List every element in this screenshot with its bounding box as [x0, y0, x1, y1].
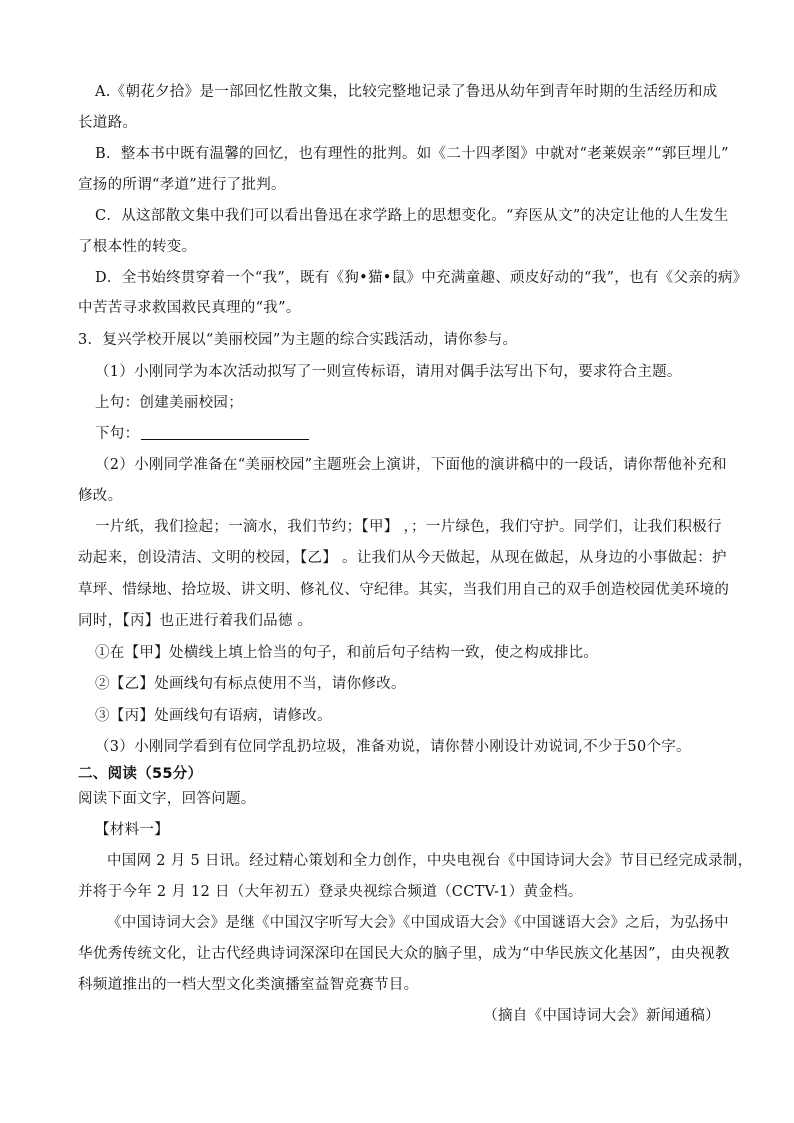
source-citation: （摘自《中国诗词大会》新闻通稿）: [483, 1008, 720, 1024]
question-3-sub1: （1）小刚同学为本次活动拟写了一则宣传标语，请用对偶手法写出下句，要求符合主题。: [95, 364, 682, 380]
material-para1-line1: 中国网 2 月 5 日讯。经过精心策划和全力创作，中央电视台《中国诗词大会》节目已经完成录制，: [107, 853, 753, 869]
material-para2-line3: 科频道推出的一档大型文化类演播室益智竞赛节目。: [78, 977, 419, 993]
task-item-2: ②【乙】处画线句有标点使用不当，请你修改。: [95, 676, 406, 692]
option-a-line1: A.《朝花夕拾》是一部回忆性散文集，比较完整地记录了鲁迅从幼年到青年时期的生活经历和成: [95, 84, 718, 100]
answer-blank[interactable]: [141, 425, 309, 440]
option-b-line1: B．整本书中既有温馨的回忆，也有理性的批判。如《二十四孝图》中就对“老莱娱亲”“郭巨埋儿”: [95, 146, 729, 162]
material-para2-line2: 华优秀传统文化，让古代经典诗词深深印在国民大众的脑子里，成为“中华民族文化基因”，由央视教: [78, 946, 730, 962]
question-3-sub2-line2: 修改。: [78, 488, 123, 504]
upper-line: 上句：创建美丽校园；: [95, 395, 243, 411]
question-3-sub3: （3）小刚同学看到有位同学乱扔垃圾，准备劝说，请你替小刚设计劝说词,不少于50个字。: [95, 739, 691, 755]
lower-label: 下句：: [95, 426, 140, 442]
lower-line: [95, 424, 745, 444]
speech-para-line2: 动起来，创设清洁、文明的校园，【乙】 。让我们从今天做起，从现在做起，从身边的小事做起：护: [78, 550, 727, 566]
option-c-line1: C．从这部散文集中我们可以看出鲁迅在求学路上的思想变化。“弃医从文”的决定让他的人生发生: [95, 208, 729, 224]
option-a-line2: 长道路。: [78, 115, 138, 131]
material-label: 【材料一】: [95, 822, 169, 838]
material-para2-line1: 《中国诗词大会》是继《中国汉字听写大会》《中国成语大会》《中国谜语大会》之后，为弘扬中: [107, 915, 729, 931]
task-item-1: ①在【甲】处横线上填上恰当的句子，和前后句子结构一致，使之构成排比。: [95, 645, 599, 661]
question-3-stem: 3．复兴学校开展以“美丽校园”为主题的综合实践活动，请你参与。: [78, 332, 518, 348]
task-item-3: ③【丙】处画线句有语病，请修改。: [95, 708, 332, 724]
option-d-line2: 中苦苦寻求救国救民真理的“我”。: [78, 300, 301, 316]
option-b-line2: 宣扬的所谓“孝道”进行了批判。: [78, 177, 286, 193]
section-heading: 二、阅读（55分）: [78, 766, 203, 782]
reading-instruction: 阅读下面文字，回答问题。: [78, 791, 256, 807]
speech-para-line1: 一片纸，我们捡起；一滴水，我们节约；【甲】 ，；一片绿色，我们守护。同学们，让我们积极行: [95, 519, 722, 535]
material-para1-line2: 并将于今年 2 月 12 日（大年初五）登录央视综合频道（CCTV-1）黄金档。: [78, 884, 583, 900]
speech-para-line3: 草坪、惜绿地、拾垃圾、讲文明、修礼仪、守纪律。其实，当我们用自己的双手创造校园优美环境的: [78, 582, 730, 598]
option-c-line2: 了根本性的转变。: [78, 239, 197, 255]
option-d-line1: D．全书始终贯穿着一个“我”，既有《狗•猫•鼠》中充满童趣、顽皮好动的“我”，也有《父亲的病》: [95, 270, 748, 286]
question-3-sub2-line1: （2）小刚同学准备在“美丽校园”主题班会上演讲，下面他的演讲稿中的一段话，请你帮他补充和: [95, 457, 727, 473]
speech-para-line4: 同时，【丙】也正进行着我们品德 。: [78, 613, 313, 629]
